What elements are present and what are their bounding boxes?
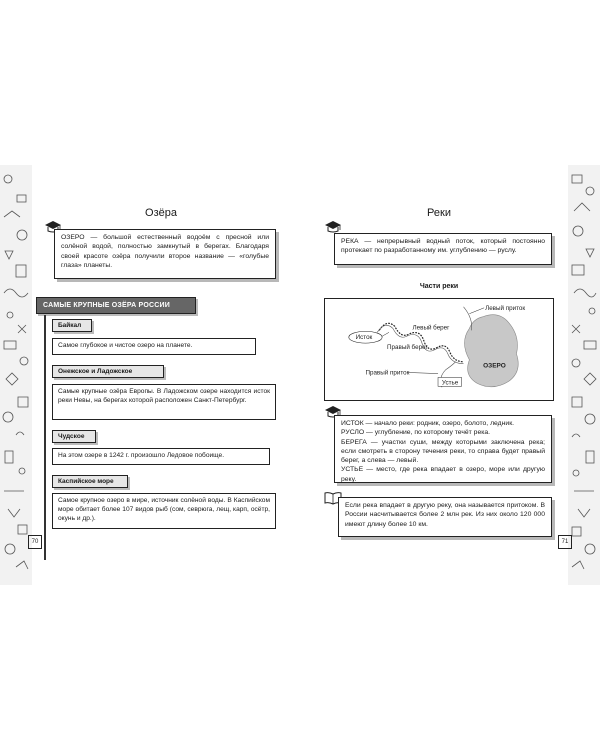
page-title: Реки bbox=[427, 207, 451, 219]
right-page bbox=[310, 165, 568, 585]
left-bank-label: Левый берег bbox=[412, 324, 450, 332]
left-tributary-pointer bbox=[469, 308, 484, 314]
term-banks: БЕРЕГА — участки суши, между которыми заключена река; если смотреть в сторону течения реки, то справа будет правый берег, а слева — левый. bbox=[341, 438, 545, 465]
river-fact-box bbox=[338, 497, 552, 537]
river-definition-text: РЕКА — непрерывный водный поток, который постоянно протекает по разработанному им. углублению — руслу. bbox=[341, 238, 545, 255]
doodle-pattern-icon bbox=[0, 165, 32, 585]
doodle-pattern-icon bbox=[568, 165, 600, 585]
right-doodle-border bbox=[568, 165, 600, 585]
source-label: Исток bbox=[355, 334, 373, 342]
term-source: ИСТОК — начало реки: родник, озеро, болото, ледник. bbox=[341, 420, 515, 427]
lake-label: ОЗЕРО bbox=[483, 362, 506, 370]
lake-name-chudskoe: Чудское bbox=[52, 430, 96, 443]
source-pointer bbox=[382, 332, 389, 336]
graduation-cap-icon bbox=[324, 220, 342, 234]
river-diagram-svg bbox=[325, 299, 553, 400]
lake-text-onega-ladoga: Самые крупные озёра Европы. В Ладожском озере находится исток реки Невы, на берегах которой расположен Санкт-Петербург. bbox=[52, 384, 276, 420]
lake-definition-text: ОЗЕРО — большой естественный водоём с пресной или солёной водой, полностью замкнутый в берегах. Благодаря своей красоте озёра получили второе название — «голубые глаза» планеты. bbox=[61, 234, 269, 269]
right-bank-label: Правый берег bbox=[387, 344, 428, 352]
term-riverbed: РУСЛО — углубление, по которому течёт река. bbox=[341, 429, 491, 437]
lake-text-caspian: Самое крупное озеро в мире, источник солёной воды. В Каспийском море обитает более 107 видов рыб (сом, севрюга, лещ, карп, осётр, окунь и др.). bbox=[52, 493, 276, 529]
right-tributary-pointer bbox=[409, 373, 438, 374]
lake-shape bbox=[464, 315, 518, 387]
mouth-label: Устье bbox=[441, 379, 459, 387]
lake-text-baikal: Самое глубокое и чистое озеро на планете. bbox=[52, 338, 256, 355]
page-number: 70 bbox=[28, 535, 42, 549]
lake-definition-box bbox=[54, 229, 276, 279]
left-page bbox=[32, 165, 290, 585]
lake-name-caspian: Каспийское море bbox=[52, 475, 128, 488]
section-heading: САМЫЕ КРУПНЫЕ ОЗЁРА РОССИИ bbox=[36, 297, 196, 314]
left-doodle-border bbox=[0, 165, 32, 585]
river-terms-box bbox=[334, 415, 552, 483]
page-title: Озёра bbox=[145, 207, 177, 219]
lake-name-onega-ladoga: Онежское и Ладожское bbox=[52, 365, 164, 378]
river-definition-box bbox=[334, 233, 552, 265]
term-mouth: УСТЬЕ — место, где река впадает в озеро, море или другую реку. bbox=[341, 466, 545, 483]
river-fact-text: Если река впадает в другую реку, она называется притоком. В России насчитывается более 2 млн рек. Из них около 120 000 имеют длину более 10 км. bbox=[345, 502, 545, 528]
left-tributary-label: Левый приток bbox=[485, 304, 526, 312]
diagram-title: Части реки bbox=[419, 283, 459, 290]
lake-text-chudskoe: На этом озере в 1242 г. произошло Ледовое побоище. bbox=[52, 448, 270, 465]
lake-name-baikal: Байкал bbox=[52, 319, 92, 332]
river-parts-diagram bbox=[324, 298, 554, 401]
right-tributary-label: Правый приток bbox=[365, 369, 410, 377]
page-number: 71 bbox=[558, 535, 572, 549]
section-spine bbox=[44, 315, 46, 560]
